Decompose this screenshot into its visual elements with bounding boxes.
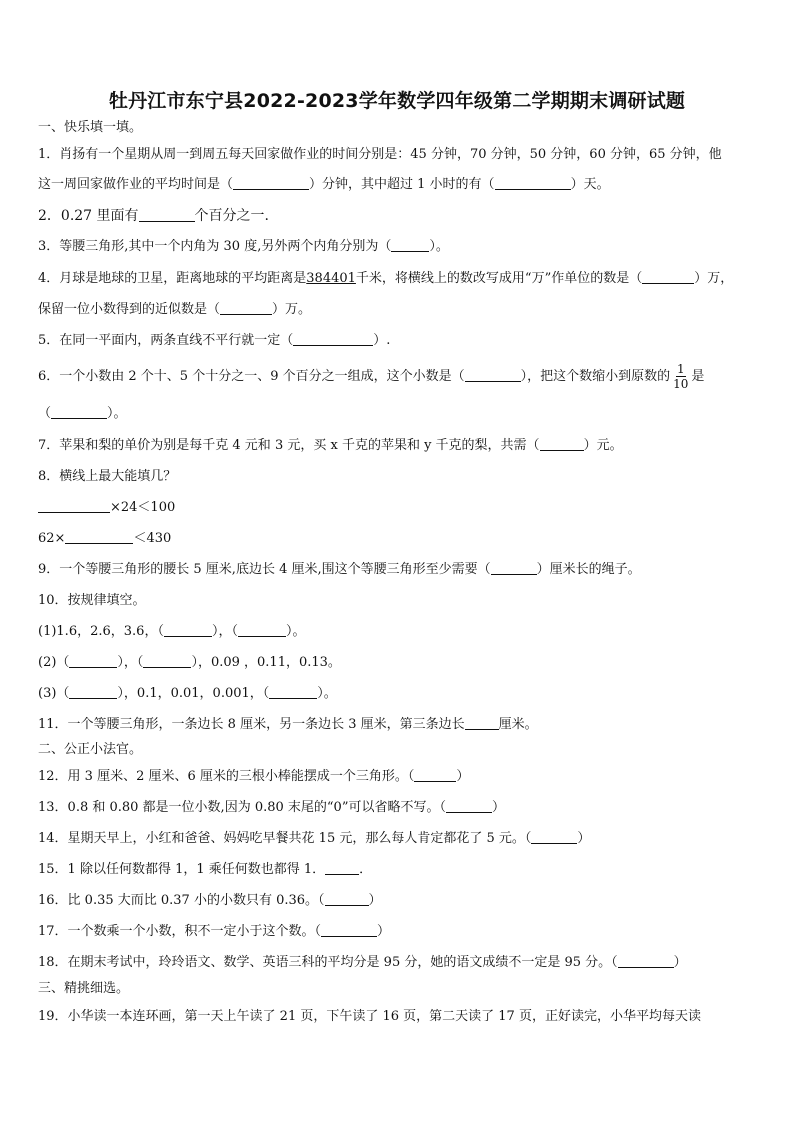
question-6-line-2	[38, 405, 762, 423]
underlined-number: 384401	[306, 271, 356, 286]
question-6-text-b: ），把这个数缩小到原数的	[520, 369, 671, 384]
question-5-text-b: ）.	[373, 333, 391, 348]
question-11-text-b: 厘米。	[498, 717, 538, 732]
question-10-row-3-text-b: ），0.1，0.01，0.001，（	[117, 686, 270, 701]
answer-blank[interactable]	[414, 768, 456, 782]
question-1-line-1: 1．肖扬有一个星期从周一到周五每天回家做作业的时间分别是：45 分钟，70 分钟，50 分钟，60 分钟，65 分钟，他	[38, 147, 722, 162]
question-10-row-1	[38, 623, 762, 641]
question-16-text-a: 16．比 0.35 大而比 0.37 小的小数只有 0.36。（	[38, 893, 325, 908]
answer-blank[interactable]	[391, 238, 429, 252]
answer-blank[interactable]	[540, 437, 584, 451]
question-10-row-3-text-c: ）。	[317, 686, 337, 701]
answer-blank[interactable]	[51, 405, 107, 419]
question-13-text-b: ）	[491, 800, 505, 815]
answer-blank[interactable]	[164, 623, 212, 637]
question-4-line-1	[38, 270, 762, 288]
answer-blank[interactable]	[465, 716, 499, 730]
question-2-text-b: 个百分之一.	[194, 208, 269, 224]
answer-blank[interactable]	[642, 270, 694, 284]
question-3	[38, 238, 762, 256]
question-12-text-b: ）	[456, 769, 470, 784]
question-10-row-1-text-c: ）。	[285, 624, 306, 639]
fraction-denominator: 10	[673, 377, 689, 391]
section-heading-3: 三、精挑细选。	[38, 981, 130, 996]
question-6-text-d: （	[38, 406, 52, 421]
question-2	[38, 207, 762, 225]
answer-blank[interactable]	[238, 623, 286, 637]
question-17-text-b: ）	[377, 924, 391, 939]
answer-blank[interactable]	[139, 208, 195, 222]
answer-blank[interactable]	[65, 530, 133, 544]
question-15	[38, 861, 762, 879]
question-7-text-b: ）元。	[583, 438, 623, 453]
answer-blank[interactable]	[293, 332, 373, 346]
question-4-text-a: 4．月球是地球的卫星，距离地球的平均距离是	[38, 271, 307, 286]
question-14	[38, 830, 762, 848]
question-9-text-a: 9．一个等腰三角形的腰长 5 厘米,底边长 4 厘米,围这个等腰三角形至少需要（	[38, 562, 491, 577]
question-8: 8．横线上最大能填几？	[38, 469, 177, 484]
question-6-text-a: 6．一个小数由 2 个十、5 个十分之一、9 个百分之一组成，这个小数是（	[38, 369, 465, 384]
question-2-text-a: 2．0.27 里面有	[38, 208, 139, 224]
question-5-text-a: 5．在同一平面内，两条直线不平行就一定（	[38, 333, 294, 348]
question-3-text-b: ）。	[429, 239, 449, 254]
answer-blank[interactable]	[495, 176, 571, 190]
answer-blank[interactable]	[446, 799, 492, 813]
answer-blank[interactable]	[143, 654, 191, 668]
answer-blank[interactable]	[38, 499, 110, 513]
question-12	[38, 768, 762, 786]
answer-blank[interactable]	[325, 861, 359, 875]
question-10-row-2	[38, 654, 762, 672]
question-4-text-b: 千米，将横线上的数改写成用“万”作单位的数是（	[355, 271, 643, 286]
question-13-text-a: 13．0.8 和 0.80 都是一位小数,因为 0.80 末尾的“0”可以省略不写。（	[38, 800, 446, 815]
question-4-text-e: ）万。	[272, 302, 312, 317]
question-10-row-2-text-a: (2)（	[38, 655, 70, 670]
question-4-line-2	[38, 301, 762, 319]
question-1-text-c: ）天。	[570, 177, 610, 192]
question-17-text-a: 17．一个数乘一个小数，积不一定小于这个数。（	[38, 924, 322, 939]
question-4-text-c: ）万，	[694, 271, 734, 286]
section-heading-2: 二、公正小法官。	[38, 742, 143, 757]
fraction-numerator: 1	[676, 362, 685, 376]
question-12-text-a: 12．用 3 厘米、2 厘米、6 厘米的三根小棒能摆成一个三角形。（	[38, 769, 415, 784]
question-14-text-a: 14．星期天早上，小红和爸爸、妈妈吃早餐共花 15 元，那么每人肯定都花了 5 元。（	[38, 831, 532, 846]
question-6-text-c: 是	[691, 369, 705, 384]
answer-blank[interactable]	[531, 830, 577, 844]
question-9-text-b: ）厘米长的绳子。	[536, 562, 641, 577]
page-title: 牡丹江市东宁县2022-2023学年数学四年级第二学期期末调研试题	[108, 90, 686, 112]
answer-blank[interactable]	[325, 892, 369, 906]
question-10-row-2-text-b: ），（	[117, 655, 144, 670]
question-1-text-b: ）分钟，其中超过 1 小时的有（	[309, 177, 495, 192]
question-4-text-d: 保留一位小数得到的近似数是（	[38, 302, 221, 317]
answer-blank[interactable]	[321, 923, 377, 937]
answer-blank[interactable]	[233, 176, 309, 190]
question-8-item-2-text-a: 62×	[38, 531, 66, 546]
question-7	[38, 437, 762, 455]
question-1-text-a: 这一周回家做作业的平均时间是（	[38, 177, 234, 192]
question-1-line-2	[38, 176, 762, 194]
question-10-row-1-text-a: (1)1.6，2.6，3.6，（	[38, 624, 164, 639]
question-7-text-a: 7．苹果和梨的单价为别是每千克 4 元和 3 元，买 x 千克的苹果和 y 千克的梨，共需（	[38, 438, 540, 453]
question-17	[38, 923, 762, 941]
answer-blank[interactable]	[465, 368, 521, 382]
question-6-text-e: ）。	[107, 406, 127, 421]
question-10-row-1-text-b: ），（	[211, 624, 238, 639]
question-11	[38, 716, 762, 734]
question-10-row-3	[38, 685, 762, 703]
answer-blank[interactable]	[618, 954, 674, 968]
answer-blank[interactable]	[269, 685, 317, 699]
question-10-row-2-text-c: ），0.09 ，0.11，0.13。	[191, 655, 341, 670]
question-18-text-a: 18．在期末考试中，玲玲语文、数学、英语三科的平均分是 95 分，她的语文成绩不一定是 95 分。（	[38, 955, 618, 970]
question-18	[38, 954, 762, 972]
question-8-item-1	[38, 499, 762, 517]
question-10: 10．按规律填空。	[38, 593, 146, 608]
question-8-item-2	[38, 530, 762, 548]
answer-blank[interactable]	[220, 301, 272, 315]
question-9	[38, 561, 762, 579]
answer-blank[interactable]	[69, 685, 117, 699]
question-10-row-3-text-a: (3)（	[38, 686, 70, 701]
question-5	[38, 332, 762, 350]
question-6-line-1	[38, 362, 762, 392]
question-15-text-b: ．	[359, 862, 373, 877]
question-3-text-a: 3．等腰三角形,其中一个内角为 30 度,另外两个内角分别为（	[38, 239, 392, 254]
question-16-text-b: ）	[368, 893, 382, 908]
answer-blank[interactable]	[491, 561, 537, 575]
section-heading-1: 一、快乐填一填。	[38, 120, 143, 135]
question-13	[38, 799, 762, 817]
question-8-item-2-text-b: ＜430	[133, 531, 172, 546]
fraction	[672, 362, 689, 391]
question-8-item-1-text: ×24＜100	[110, 500, 176, 515]
question-19: 19．小华读一本连环画，第一天上午读了 21 页，下午读了 16 页，第二天读了 17 页，正好读完，小华平均每天读	[38, 1009, 701, 1024]
question-14-text-b: ）	[577, 831, 591, 846]
question-16	[38, 892, 762, 910]
question-18-text-b: ）	[673, 955, 687, 970]
question-15-text-a: 15．1 除以任何数都得 1，1 乘任何数也都得 1．	[38, 862, 326, 877]
answer-blank[interactable]	[69, 654, 117, 668]
question-11-text-a: 11．一个等腰三角形，一条边长 8 厘米，另一条边长 3 厘米，第三条边长	[38, 717, 465, 732]
